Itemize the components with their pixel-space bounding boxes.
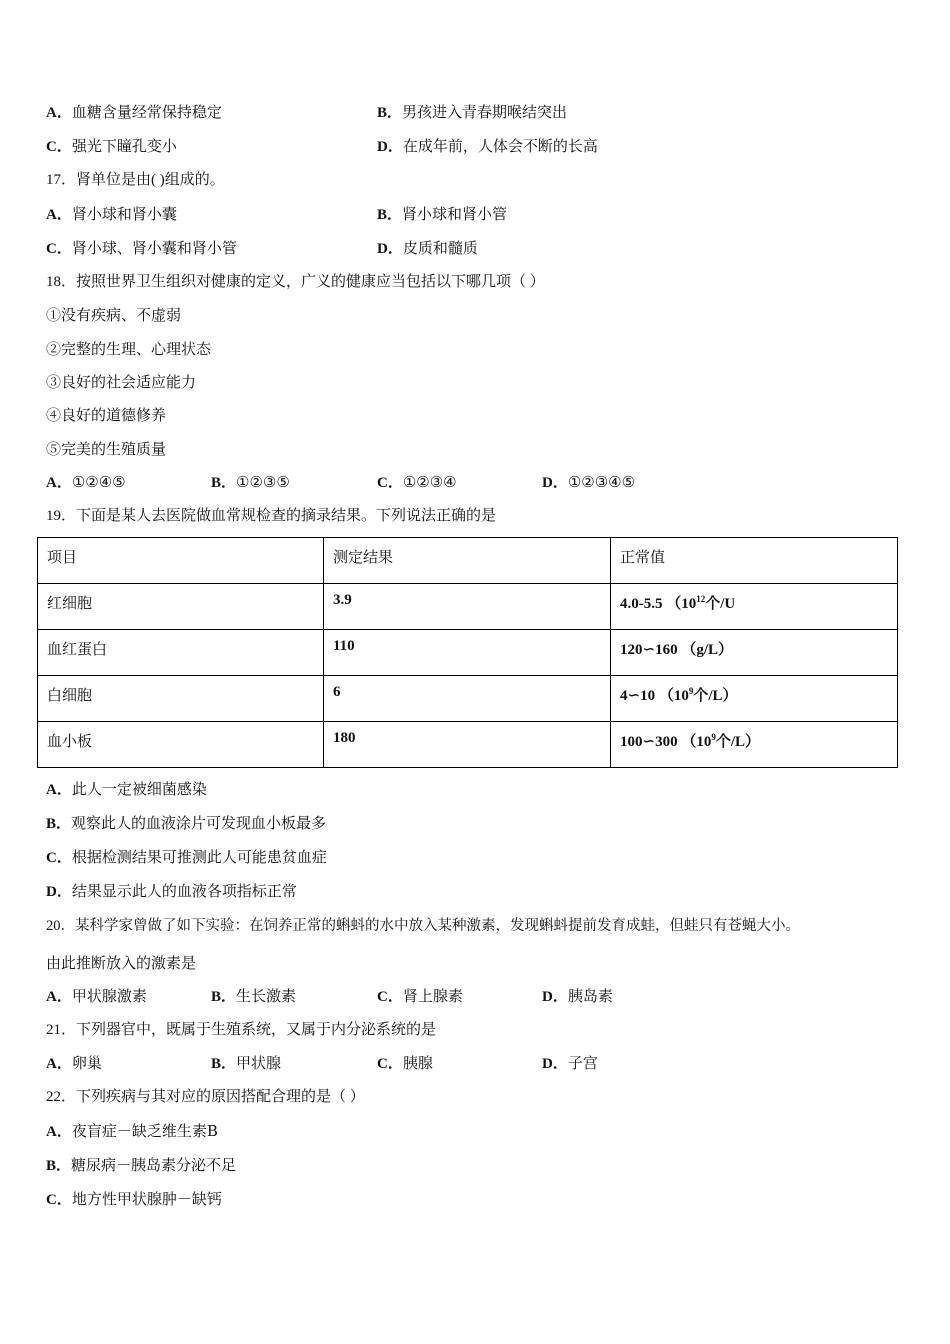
q19-stem: 19．下面是某人去医院做血常规检查的摘录结果。下列说法正确的是 (46, 508, 497, 524)
table-row (38, 722, 898, 768)
table-cell-item: 红细胞 (38, 584, 324, 630)
table-cell-item: 血红蛋白 (38, 630, 324, 676)
table-cell-normal: 100∽300 （$10^9$个/L） (611, 722, 898, 768)
table-header-cell: 测定结果 (324, 538, 611, 584)
q18-option-b: B．①②③⑤ (211, 473, 290, 491)
q19-option-b: B．观察此人的血液涂片可发现血小板最多 (46, 814, 327, 832)
table-cell-result: 3.9 (324, 584, 611, 630)
table-cell-item: 血小板 (38, 722, 324, 768)
q21-option-d: D．子宫 (542, 1054, 598, 1072)
table-cell-normal: 4.0-5.5 （$10^{12}$个/U (611, 584, 898, 630)
q19-option-a: A．此人一定被细菌感染 (46, 780, 207, 798)
table-cell-result: 110 (324, 630, 611, 676)
q18-item-4: ④良好的道德修养 (46, 406, 167, 424)
q18-option-c: C．①②③④ (377, 473, 457, 491)
q22-option-b: B．糖尿病－胰岛素分泌不足 (46, 1156, 237, 1174)
q21-stem: 21．下列器官中，既属于生殖系统，又属于内分泌系统的是 (46, 1022, 437, 1038)
table-cell-item: 白细胞 (38, 676, 324, 722)
q18-stem: 18．按照世界卫生组织对健康的定义，广义的健康应当包括以下哪几项（ ） (46, 274, 545, 290)
q22-option-a: A．夜盲症－缺乏维生素B (46, 1122, 218, 1140)
q17-stem: 17．肾单位是由( )组成的。 (46, 172, 225, 188)
q19-option-d: D．结果显示此人的血液各项指标正常 (46, 882, 297, 900)
q19-option-c: C．根据检测结果可推测此人可能患贫血症 (46, 848, 327, 866)
q21-option-a: A．卵巢 (46, 1054, 102, 1072)
q16-option-a: A．血糖含量经常保持稳定 (46, 103, 222, 121)
q17-option-b: B．肾小球和肾小管 (377, 205, 508, 223)
q20-option-c: C．肾上腺素 (377, 987, 463, 1005)
q18-item-5: ⑤完美的生殖质量 (46, 440, 167, 458)
q20-option-b: B．生长激素 (211, 987, 297, 1005)
table-cell-result: 180 (324, 722, 611, 768)
q21-option-b: B．甲状腺 (211, 1054, 282, 1072)
q16-option-d: D．在成年前，人体会不断的长高 (377, 137, 598, 155)
q18-item-2: ②完整的生理、心理状态 (46, 340, 212, 358)
q16-option-b: B．男孩进入青春期喉结突出 (377, 103, 568, 121)
q18-item-1: ①没有疾病、不虚弱 (46, 306, 182, 324)
q20-option-a: A．甲状腺激素 (46, 987, 147, 1005)
q22-stem: 22．下列疾病与其对应的原因搭配合理的是（ ） (46, 1089, 365, 1105)
q17-option-a: A．肾小球和肾小囊 (46, 205, 177, 223)
q21-option-c: C．胰腺 (377, 1054, 433, 1072)
q18-option-a: A．①②④⑤ (46, 473, 126, 491)
q17-option-c: C．肾小球、肾小囊和肾小管 (46, 239, 237, 257)
q16-option-c: C．强光下瞳孔变小 (46, 137, 177, 155)
table-header-cell: 正常值 (611, 538, 898, 584)
table-header-cell: 项目 (38, 538, 324, 584)
q20-option-d: D．胰岛素 (542, 987, 613, 1005)
q22-option-c: C．地方性甲状腺肿－缺钙 (46, 1190, 222, 1208)
table-row (38, 584, 898, 630)
table-row (38, 630, 898, 676)
blood-test-table (37, 537, 898, 768)
table-cell-normal: 4∽10 （$10^9$个/L） (611, 676, 898, 722)
table-cell-result: 6 (324, 676, 611, 722)
table-row (38, 676, 898, 722)
q17-option-d: D．皮质和髓质 (377, 239, 478, 257)
table-header-row (38, 538, 898, 584)
q20-stem-line2: 由此推断放入的激素是 (46, 954, 197, 972)
q18-option-d: D．①②③④⑤ (542, 473, 636, 491)
q20-stem-line1: 20．某科学家曾做了如下实验：在饲养正常的蝌蚪的水中放入某种激素，发现蝌蚪提前发育成蛙，但蛙只有苍蝇大小。 (46, 918, 800, 934)
q18-item-3: ③良好的社会适应能力 (46, 373, 197, 391)
table-cell-normal: 120∽160 （g/L） (611, 630, 898, 676)
